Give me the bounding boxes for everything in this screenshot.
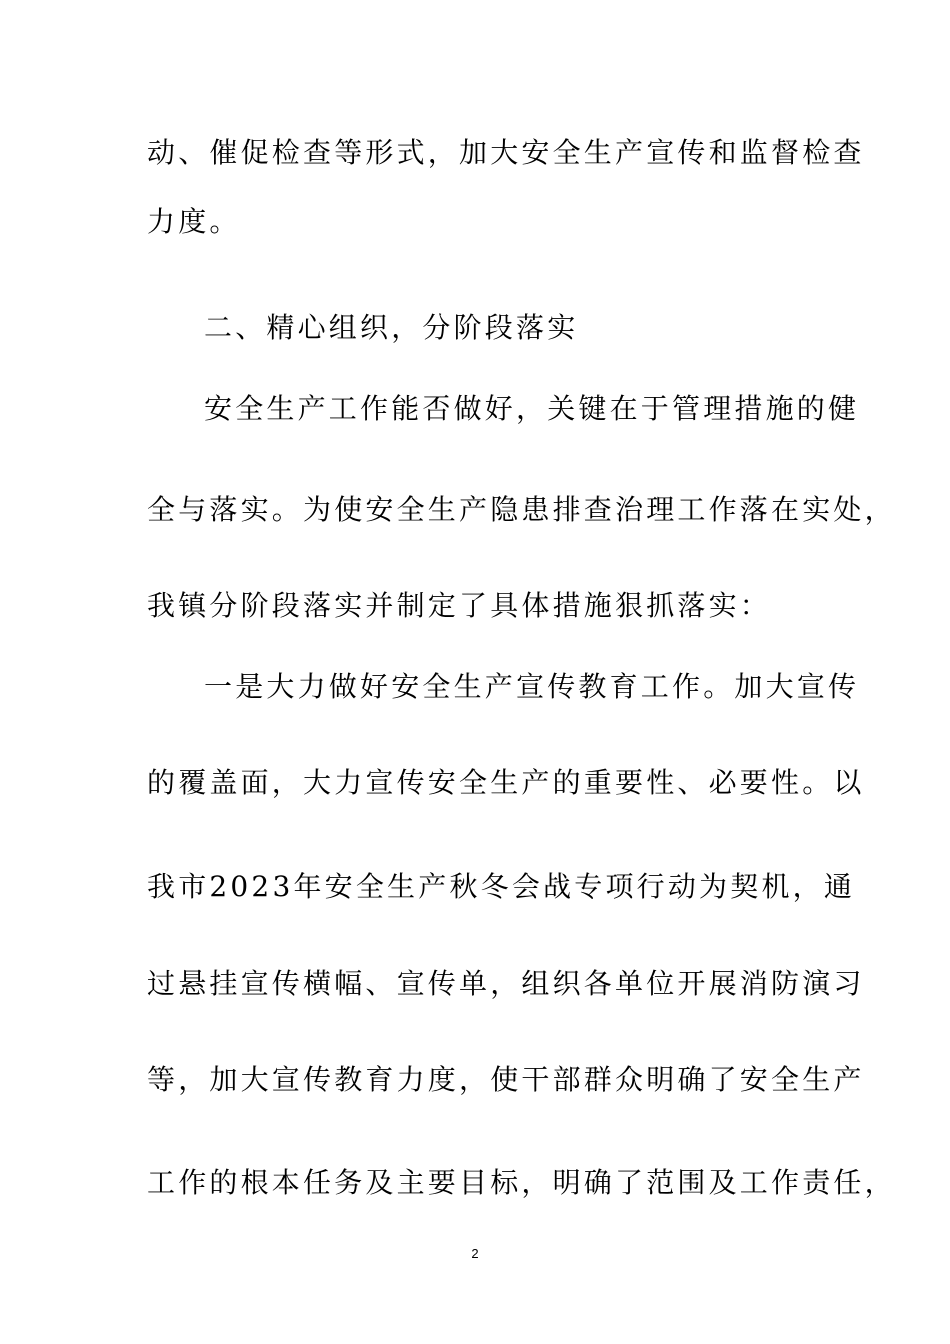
paragraph-first-line: 安全生产工作能否做好，关键在于管理措施的健 [204,392,860,425]
body-text-line: 等，加大宣传教育力度，使干部群众明确了安全生产 [147,1063,865,1096]
paragraph-first-line: 一是大力做好安全生产宣传教育工作。加大宣传 [204,670,860,703]
page-number: 2 [471,1246,479,1261]
body-text-line: 的覆盖面，大力宣传安全生产的重要性、必要性。以 [147,766,865,799]
section-heading: 二、精心组织，分阶段落实 [204,311,579,344]
body-text-line: 我市2023年安全生产秋冬会战专项行动为契机，通 [147,870,856,903]
body-text-line: 工作的根本任务及主要目标，明确了范围及工作责任， [147,1166,896,1199]
body-text-line: 我镇分阶段落实并制定了具体措施狠抓落实： [147,589,772,622]
body-text-line: 力度。 [147,205,241,238]
body-text-line: 过悬挂宣传横幅、宣传单，组织各单位开展消防演习 [147,967,865,1000]
body-text-line: 全与落实。为使安全生产隐患排查治理工作落在实处， [147,493,896,526]
body-text-line: 动、催促检查等形式，加大安全生产宣传和监督检查 [147,136,865,169]
